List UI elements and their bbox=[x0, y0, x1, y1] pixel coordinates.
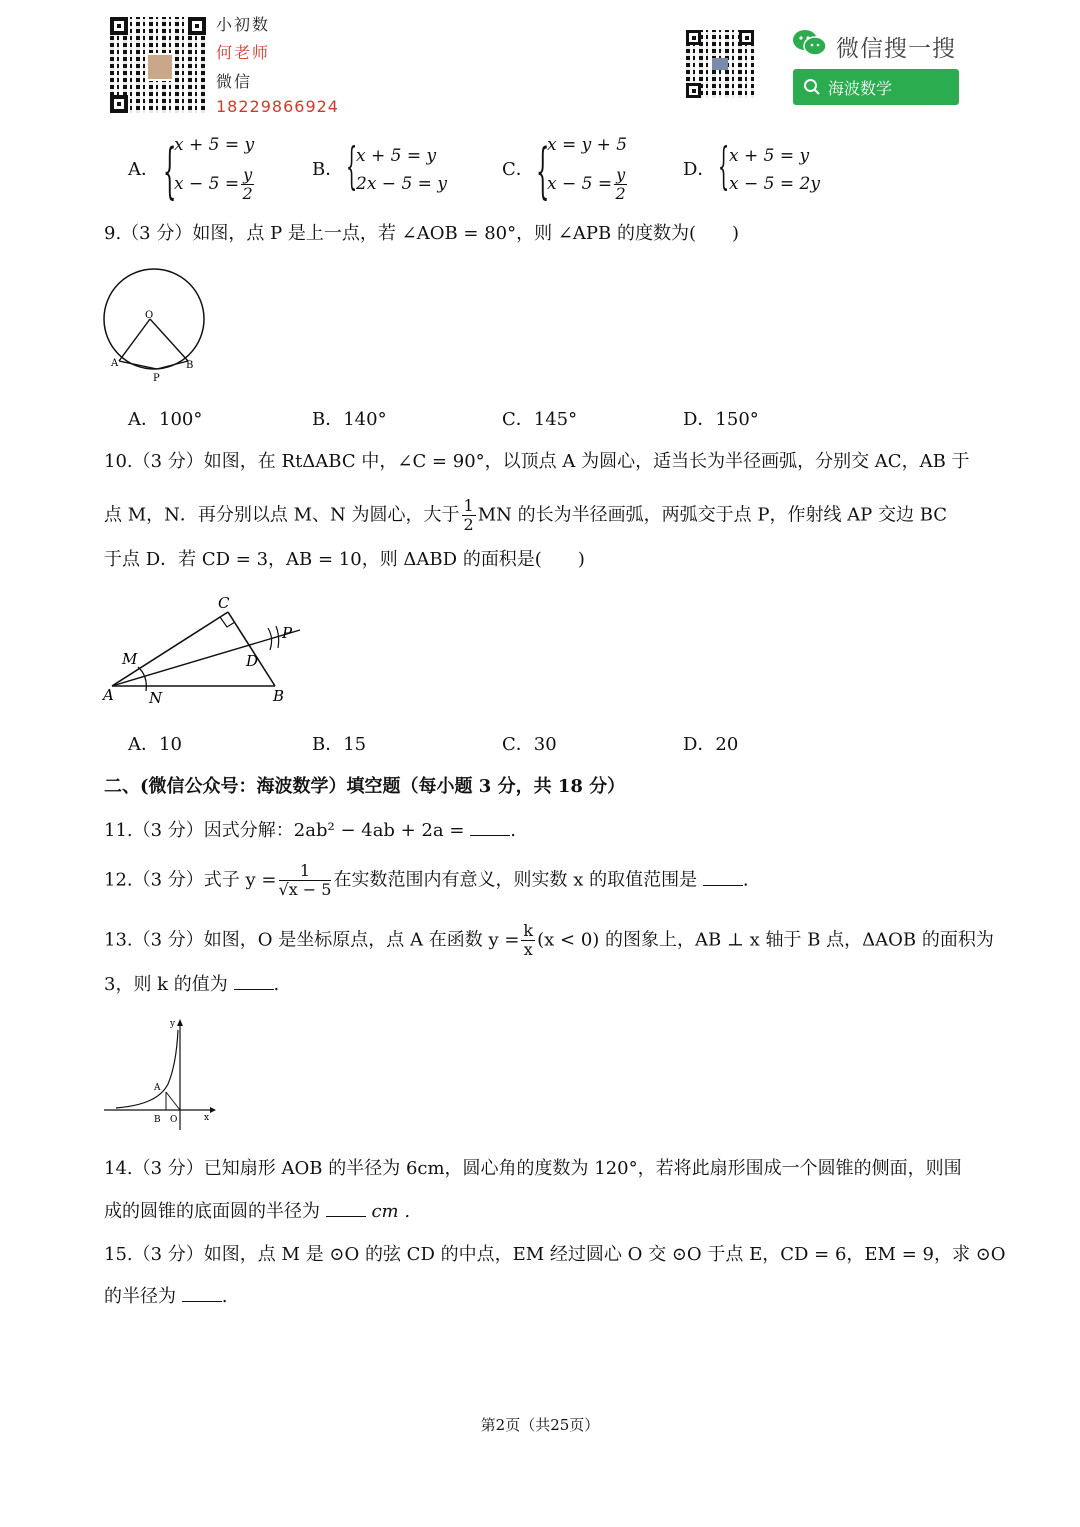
q8-option-b-label: B． bbox=[312, 159, 344, 180]
contact-line-2: 何老师 bbox=[216, 43, 271, 62]
page-number: 第2页（共25页） bbox=[480, 1416, 600, 1434]
q9-option-b: B．140° bbox=[312, 409, 387, 430]
avatar bbox=[146, 53, 174, 81]
contact-line-1: 小初数 bbox=[216, 15, 271, 34]
q13-label-x: x bbox=[204, 1113, 210, 1123]
q12-answer-blank[interactable] bbox=[703, 869, 743, 886]
wechat-icon bbox=[792, 28, 828, 58]
q8-option-c-line2: x − 5 = $\frac{y}{2}$ bbox=[547, 165, 626, 203]
q9-question: 9.（3 分）如图，点 P 是上一点，若 ∠AOB = 80°，则 ∠APB 的度数为( ) bbox=[104, 223, 740, 244]
section-2-title: 二、(微信公众号：海波数学）填空题（每小题 3 分，共 18 分） bbox=[104, 776, 626, 797]
q8-option-a-label: A． bbox=[128, 159, 159, 180]
q8-option-a-line2: x − 5 = $\frac{y}{2}$ bbox=[174, 165, 253, 203]
q10-label-m: M bbox=[122, 650, 138, 668]
q15-line-1: 15.（3 分）如图，点 M 是 ⊙O 的弦 CD 的中点，EM 经过圆心 O 交 ⊙O 于点 E，CD = 6，EM = 9，求 ⊙O bbox=[104, 1244, 1006, 1265]
q10-line-2: 点 M，N．再分别以点 M、N 为圆心，大于 $\frac{1}{2}$ MN 的长为半径画弧，两弧交于点 P，作射线 AP 交边 BC bbox=[104, 496, 948, 534]
q13-label-o: O bbox=[170, 1115, 178, 1125]
q9-label-p: P bbox=[153, 373, 160, 384]
q8-option-c-label: C． bbox=[502, 159, 534, 180]
qr-code-right bbox=[686, 30, 754, 98]
q13-label-y: y bbox=[170, 1019, 176, 1029]
q9-option-a: A．100° bbox=[128, 409, 203, 430]
q8-option-b-line1: x + 5 = y bbox=[356, 146, 437, 166]
q15-answer-blank[interactable] bbox=[182, 1285, 222, 1302]
q8-option-b-line2: 2x − 5 = y bbox=[356, 174, 447, 194]
q10-label-p: P bbox=[282, 624, 293, 642]
q14-line-1: 14.（3 分）已知扇形 AOB 的半径为 6cm，圆心角的度数为 120°，若将此扇形围成一个圆锥的侧面，则围 bbox=[104, 1158, 962, 1179]
search-button-label: 海波数学 bbox=[828, 79, 893, 98]
q13-answer-blank[interactable] bbox=[234, 973, 274, 990]
q10-line-1: 10.（3 分）如图，在 RtΔABC 中，∠C = 90°，以顶点 A 为圆心，适当长为半径画弧，分别交 AC，AB 于 bbox=[104, 451, 970, 472]
q10-option-b: B．15 bbox=[312, 734, 367, 755]
q10-label-b: B bbox=[273, 687, 285, 705]
q13-label-a: A bbox=[154, 1083, 161, 1093]
qr-code-left bbox=[110, 17, 206, 113]
q8-option-d-line1: x + 5 = y bbox=[729, 146, 810, 166]
q8-option-d-label: D． bbox=[683, 159, 716, 180]
q13-hyperbola-figure bbox=[100, 1014, 220, 1134]
q10-line-3: 于点 D．若 CD = 3，AB = 10，则 ΔABD 的面积是( ) bbox=[104, 549, 585, 570]
q9-circle-figure bbox=[100, 266, 212, 386]
search-icon bbox=[803, 78, 821, 96]
q8-option-a-line1: x + 5 = y bbox=[174, 135, 255, 155]
q13-label-b: B bbox=[154, 1115, 161, 1125]
q14-line-2: 成的圆锥的底面圆的半径为 cm . bbox=[104, 1201, 411, 1222]
search-button[interactable] bbox=[793, 69, 959, 105]
q13-line-1: 13.（3 分）如图，O 是坐标原点，点 A 在函数 y = $\frac{k}{x}$ (x < 0) 的图象上，AB ⊥ x 轴于 B 点，ΔAOB 的面积为 bbox=[104, 921, 994, 959]
q10-label-d: D bbox=[246, 652, 259, 670]
q9-option-c: C．145° bbox=[502, 409, 578, 430]
q8-option-d-line2: x − 5 = 2y bbox=[729, 174, 820, 194]
q11-question: 11.（3 分）因式分解：2ab² − 4ab + 2a = . bbox=[104, 820, 516, 841]
q10-option-d: D．20 bbox=[683, 734, 739, 755]
q9-label-o: O bbox=[145, 310, 154, 321]
contact-phone: 18229866924 bbox=[216, 97, 339, 116]
q12-question: 12.（3 分）式子 y = $\frac{1}{√x - 5}$ 在实数范围内有意义，则实数 x 的取值范围是 . bbox=[104, 861, 749, 899]
q9-label-b: B bbox=[186, 360, 194, 371]
q8-option-c-line1: x = y + 5 bbox=[547, 135, 628, 155]
contact-line-3: 微信 bbox=[216, 72, 253, 91]
q15-line-2: 的半径为 . bbox=[104, 1286, 228, 1307]
q13-line-2: 3，则 k 的值为 . bbox=[104, 974, 280, 995]
q9-option-d: D．150° bbox=[683, 409, 759, 430]
q11-answer-blank[interactable] bbox=[470, 819, 510, 836]
q10-option-c: C．30 bbox=[502, 734, 557, 755]
q9-label-a: A bbox=[111, 358, 119, 369]
q10-option-a: A．10 bbox=[128, 734, 182, 755]
q14-answer-blank[interactable] bbox=[326, 1200, 366, 1217]
q10-label-c: C bbox=[218, 594, 230, 612]
wechat-search-label: 微信搜一搜 bbox=[836, 36, 956, 62]
q10-label-a: A bbox=[103, 686, 114, 704]
q10-triangle-figure bbox=[100, 590, 310, 710]
q10-label-n: N bbox=[149, 689, 163, 707]
